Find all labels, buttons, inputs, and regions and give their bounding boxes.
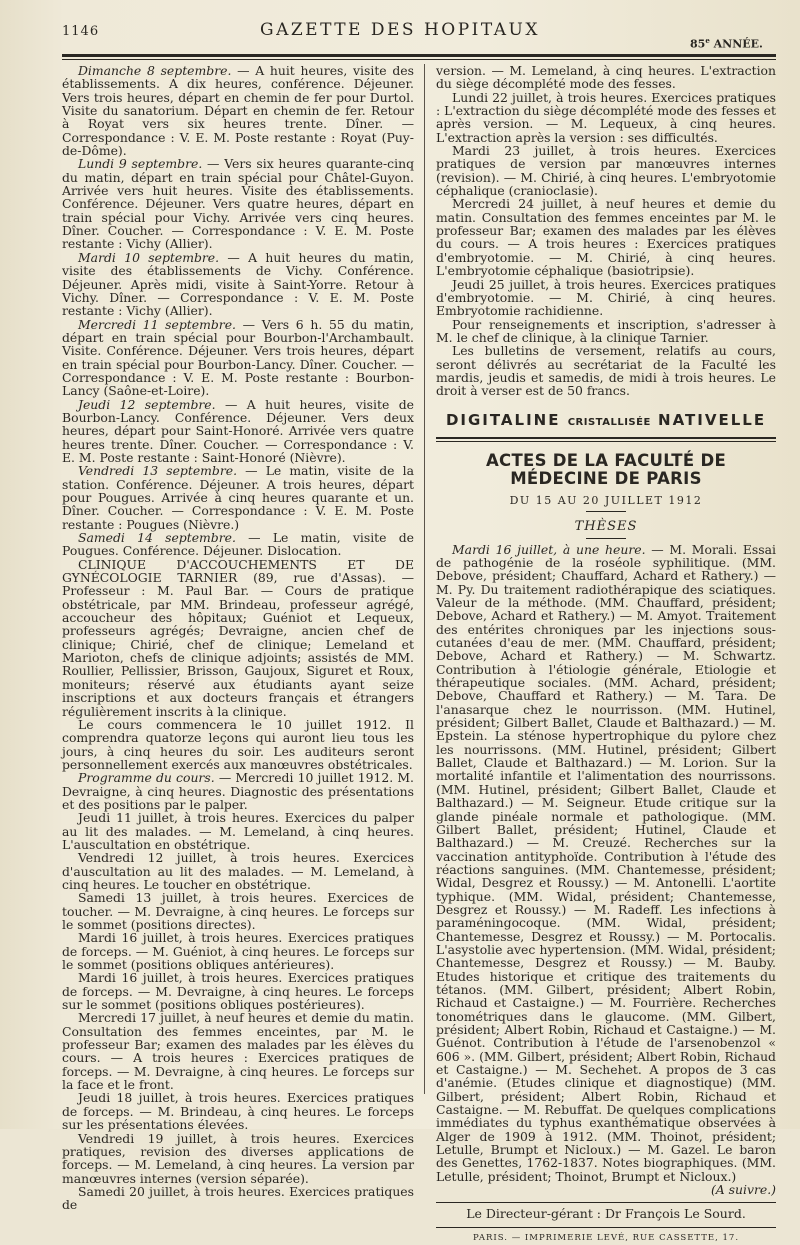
left-paragraph: [62, 64, 414, 157]
paragraph-text: Le cours commencera le 10 juillet 1912. Il comprendra quatorze leçons qui auront lieu tous les jours, à cinq heures du soir. Les auditeurs seront personnellement exercés aux manœuvres obstétricales.: [62, 716, 414, 772]
actes-title: ACTES DE LA FACULTÉ DE MÉDECINE DE PARIS: [485, 450, 727, 488]
left-paragraph: [62, 318, 414, 398]
short-rule: [586, 511, 626, 512]
left-paragraph: [62, 891, 414, 931]
paragraph-lead: Samedi 14 septembre.: [78, 530, 236, 546]
left-paragraph: [62, 1091, 414, 1131]
advert-word-3: NATIVELLE: [658, 410, 767, 429]
theses-date: Mardi 16 juillet, à une heure.: [452, 541, 646, 557]
left-paragraph: [62, 157, 414, 250]
header-rule-thin: [62, 59, 776, 60]
paragraph-text: Vendredi 12 juillet, à trois heures. Exercices d'auscultation au lit des malades. — M. Lemeland, à cinq heures. Le toucher en obstétrique.: [62, 850, 414, 892]
year-suffix: e: [705, 36, 710, 45]
paragraph-text: Mardi 16 juillet, à trois heures. Exercices pratiques de forceps. — M. Devraigne, à cinq heures. Le forceps sur le sommet (positions obliques postérieures).: [62, 970, 414, 1013]
section-divider: [436, 437, 776, 442]
column-separator: [424, 64, 425, 1094]
left-paragraph: [62, 1132, 414, 1185]
paragraph-text: Samedi 13 juillet, à trois heures. Exercices de toucher. — M. Devraigne, à cinq heures. Le forceps sur le sommet (positions directes).: [62, 890, 414, 932]
director-line: Le Directeur-gérant : Dr François Le Sourd.: [436, 1202, 776, 1220]
digitaline-advert: [436, 410, 776, 429]
left-paragraph: [62, 464, 414, 531]
journal-title: GAZETTE DES HOPITAUX: [259, 20, 540, 40]
paragraph-text: — A huit heures du matin, visite des établissements de Vichy. Conférence. Déjeuner. Après midi, visite à Saint-Yorre. Retour à Vichy. Dîner. — Correspondance : V. E. M. Poste restante : Vichy (Allier).: [62, 249, 414, 319]
paragraph-lead: Lundi 9 septembre.: [78, 156, 203, 172]
paragraph-text: — A huit heures, visite des établissements. A dix heures, conférence. Déjeuner. Vers trois heures, départ en chemin de fer pour Durtol. Visite du sanatorium. Départ en chemin de fer. Retour à Royat vers six heures trente. Dîner. — Correspondance : V. E. M. Poste restante : Royat (Puy-de-Dôme).: [62, 63, 414, 159]
right-paragraph: Mardi 23 juillet, à trois heures. Exercices pratiques de version par manœuvres internes (revision). — M. Chirié, à cinq heures. L'embryotomie céphalique (cranioclasie).: [436, 143, 776, 199]
right-paragraph: Jeudi 25 juillet, à trois heures. Exercices pratiques d'embryotomie. — M. Chirié, à cinq heures. Embryotomie rachidienne.: [436, 276, 776, 319]
page-number: 1146: [62, 24, 100, 39]
paragraph-text: — Vers six heures quarante-cinq du matin, départ en train spécial pour Châtel-Guyon. Arrivée vers huit heures. Visite des établissements. Conférence. Déjeuner. Vers quatre heures, départ en train spécial pour Vichy. Arrivée vers cinq heures. Dîner. Coucher. — Correspondance : V. E. M. Poste restante : Vichy (Allier).: [62, 156, 414, 252]
paragraph-text: — Le matin, visite de Pougues. Conférence. Déjeuner. Dislocation.: [62, 530, 414, 559]
right-paragraph: Mercredi 24 juillet, à neuf heures et demie du matin. Consultation des femmes enceintes par M. le professeur Bar; examen des malades par les élèves du cours. — A trois heures : Exercices pratiques d'embryotomie. — M. Chirié, à cinq heures. L'embryotomie céphalique (basiotripsie).: [436, 196, 776, 279]
left-paragraph: [62, 931, 414, 971]
paragraph-lead: CLINIQUE D'ACCOUCHEMENTS ET DE GYNÉCOLOGIE TARNIER: [62, 556, 414, 586]
actes-date: DU 15 AU 20 JUILLET 1912: [509, 493, 703, 507]
paragraph-lead: Mardi 10 septembre.: [78, 249, 220, 265]
left-paragraph: [62, 558, 414, 718]
left-paragraph: [62, 971, 414, 1011]
left-paragraph: [62, 398, 414, 465]
theses-text: — M. Morali. Essai de pathogénie de la roséole syphilitique. (MM. Debove, président; Chauffard, Achard et Rathery.) — M. Py. Du traitement radiothérapique des sciatiques. Valeur de la méthode. (MM. Chauffard, président; Debove, Achard et Rathery.) — M. Amyot. Traitement des entérites chroniques par les injections sous-cutanées d'eau de mer. (MM. Chauffard, président; Debove, Achard et Rathery.) — M. Schwartz. Contribution à l'étiologie générale, Etiologie et thérapeutique sociales. (MM. Achard, président; Debove, Chauffard et Rathery.) — M. Tara. De l'anasarque chez le nourrisson. (MM. Hutinel, président; Gilbert Ballet, Claude et Balthazard.) — M. Epstein. La sténose hypertrophique du pylore chez les nourrissons. (MM. Hutinel, président; Gilbert Ballet, Claude et Balthazard.) — M. Lorion. Sur la mortalité infantile et l'alimentation des nourrissons. (MM. Hutinel, président; Gilbert Ballet, Claude et Balthazard.) — M. Seigneur. Etude critique sur la glande pinéale normale et pathologique. (MM. Gilbert Ballet, président; Hutinel, Claude et Balthazard.) — M. Creuzé. Recherches sur la vaccination antityphoïde. Contribution à l'étude des réactions sanguines. (MM. Chantemesse, président; Widal, Desgrez et Roussy.) — M. Antonelli. L'aortite typhique. (MM. Widal, président; Chantemesse, Desgrez et Roussy.) — M. Radeff. Les infections à paraméningocoque. (MM. Widal, président; Chantemesse, Desgrez et Roussy.) — M. Portocalis. L'asystolie avec hypertension. (MM. Widal, président; Chantemesse, Desgrez et Roussy.) — M. Bauby. Etudes historique et critique des traitements du tétanos. (MM. Gilbert, président; Albert Robin, Richaud et Castaigne.) — M. Fourrière. Recherches tonométriques dans le glaucome. (MM. Gilbert, président; Albert Robin, Richaud et Castaigne.) — M. Guénot. Contribution à l'étude de l'arsenobenzol « 606 ». (MM. Gilbert, président; Albert Robin, Richaud et Castaigne.) — M. Sechehet. A propos de 3 cas d'anémie. (Etudes clinique et diagnostique) (MM. Gilbert, président; Albert Robin, Richaud et Castaigne. — M. Rebuffat. De quelques complications immédiates du typhus exanthématique observées à Alger de 1909 à 1912. (MM. Thoinot, président; Letulle, Brumpt et Nicloux.) — M. Gazel. Le baron des Genettes, 1762-1837. Notes biographiques. (MM. Letulle, président; Thoinot, Brumpt et Nicloux.): [436, 541, 776, 1184]
left-paragraph: [62, 251, 414, 318]
paragraph-text: — Le matin, visite de la station. Conférence. Déjeuner. A trois heures, départ pour Pougues. Arrivée à cinq heures quarante et un. Dîner. Coucher. — Correspondance : V. E. M. Poste restante : Pougues (Nièvre.): [62, 463, 414, 532]
paragraph-text: — Mercredi 10 juillet 1912. M. Devraigne, à cinq heures. Diagnostic des présentations et des positions par le palper.: [62, 770, 414, 812]
paragraph-text: Samedi 20 juillet, à trois heures. Exercices pratiques de: [62, 1183, 414, 1213]
paragraph-text: — A huit heures, visite de Bourbon-Lancy. Conférence. Déjeuner. Vers deux heures, départ pour Saint-Honoré. Arrivée vers quatre heures trente. Dîner. Coucher. — Correspondance : V. E. M. Poste restante : Saint-Honoré (Nièvre).: [62, 396, 414, 465]
right-column: [436, 64, 776, 1245]
right-paragraph: Pour renseignements et inscription, s'adresser à M. le chef de clinique, à la clinique Tarnier.: [436, 316, 776, 345]
theses-paragraph: [436, 543, 776, 1184]
to-be-continued: (A suivre.): [710, 1182, 776, 1198]
paragraph-lead: Vendredi 13 septembre.: [78, 463, 238, 479]
advert-word-2: CRISTALLISÉE: [567, 416, 651, 428]
advert-word-1: DIGITALINE: [445, 410, 561, 429]
paragraph-text: Vendredi 19 juillet, à trois heures. Exercices pratiques, revision des diverses applications de forceps. — M. Lemeland, à cinq heures. La version par manœuvres internes (version séparée).: [62, 1130, 414, 1186]
right-paragraph: version. — M. Lemeland, à cinq heures. L'extraction du siège décomplété mode des fesses.: [436, 63, 776, 92]
left-paragraph: [62, 1011, 414, 1091]
right-paragraph: Les bulletins de versement, relatifs au cours, seront délivrés au secrétariat de la Faculté les mardis, jeudis et samedis, de midi à trois heures. Le droit à verser est de 50 francs.: [436, 343, 776, 399]
theses-heading: THÈSES: [574, 519, 638, 535]
left-paragraph: [62, 771, 414, 811]
paragraph-text: — Vers 6 h. 55 du matin, départ en train spécial pour Bourbon-l'Archambault. Visite. Conférence. Déjeuner. Vers trois heures, départ en train spécial pour Bourbon-Lancy. Dîner. Coucher. — Correspondance : V. E. M. Poste restante : Bourbon-Lancy (Saône-et-Loire).: [62, 316, 414, 399]
left-column: [62, 64, 414, 1212]
paragraph-text: Mercredi 17 juillet, à neuf heures et demie du matin. Consultation des femmes enceintes, par M. le professeur Bar; examen des malades par les élèves du cours. — A trois heures : Exercices pratiques de forceps. — M. Devraigne, à cinq heures. Le forceps sur la face et le front.: [62, 1010, 414, 1093]
paragraph-lead: Programme du cours.: [78, 770, 215, 786]
paragraph-text: Jeudi 11 juillet, à trois heures. Exercices du palper au lit des malades. — M. Lemeland, à cinq heures. L'auscultation en obstétrique.: [62, 810, 414, 852]
paragraph-lead: Dimanche 8 septembre.: [78, 63, 232, 78]
year-number: 85: [690, 37, 706, 51]
paragraph-lead: Mercredi 11 septembre.: [78, 316, 236, 332]
left-paragraph: [62, 718, 414, 771]
paragraph-lead: Jeudi 12 septembre.: [78, 396, 216, 412]
paragraph-text: (89, rue d'Assas). — Professeur : M. Paul Bar. — Cours de pratique obstétricale, par MM. Brindeau, professeur agrégé, accoucheur des hôpitaux; Guéniot et Lequeux, professeurs agrégés; Devraigne, ancien chef de clinique; Chirié, chef de clinique; Lemeland et Marioton, chefs de clinique adjoints; assistés de MM. Roullier, Pellissier, Brisson, Gaujoux, Siguret et Roux, moniteurs; réservé aux étudiants ayant seize inscriptions et aux docteurs français et étrangers régulièrement inscrits à la clinique.: [62, 570, 414, 719]
left-paragraph: [62, 531, 414, 558]
header-rule: [62, 54, 776, 57]
course-schedule-continued: [436, 64, 776, 398]
year-badge: [690, 36, 763, 51]
year-word: ANNÉE.: [713, 37, 763, 51]
paragraph-text: Mardi 16 juillet, à trois heures. Exercices pratiques de forceps. — M. Guéniot, à cinq heures. Le forceps sur le sommet (positions obliques antérieures).: [62, 930, 414, 973]
left-paragraph: [62, 851, 414, 891]
paragraph-text: Jeudi 18 juillet, à trois heures. Exercices pratiques de forceps. — M. Brindeau, à cinq heures. Le forceps sur les présentations élevées.: [62, 1090, 414, 1133]
left-paragraph: [62, 811, 414, 851]
left-paragraph: [62, 1185, 414, 1212]
short-rule-2: [586, 538, 626, 539]
printer-line: PARIS. — IMPRIMERIE LEVÉ, RUE CASSETTE, 17.: [436, 1227, 776, 1245]
right-paragraph: Lundi 22 juillet, à trois heures. Exercices pratiques : L'extraction du siège décomplété mode des fesses et après version. — M. Lequeux, à cinq heures. L'extraction après la version : ses difficultés.: [436, 89, 776, 145]
